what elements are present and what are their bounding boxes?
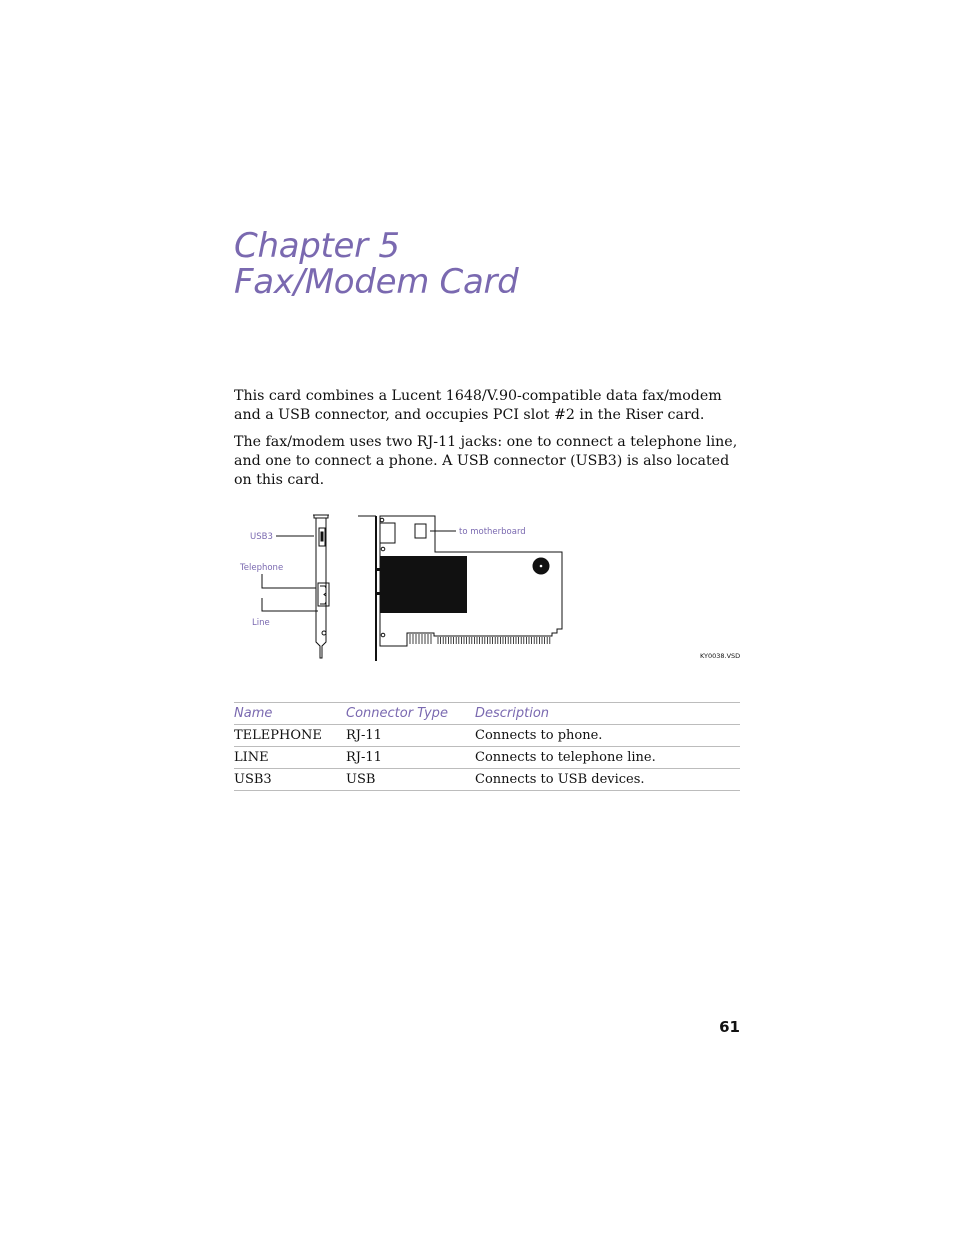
table-header-row	[234, 703, 740, 725]
header-description: Description	[475, 703, 740, 725]
table-row	[234, 769, 740, 791]
intro-paragraph: This card combines a Lucent 1648/V.90-compatible data fax/modem and a USB connector, and occupies PCI slot #2 in the Riser card.	[234, 388, 722, 423]
cell-connector-type: RJ-11	[346, 725, 475, 747]
modem-card-diagram	[234, 510, 744, 670]
chapter-title: Fax/Modem Card	[234, 262, 519, 302]
figure-filename: KY0038.VSD	[700, 652, 741, 660]
cell-connector-type: USB	[346, 769, 475, 791]
cell-name: TELEPHONE	[234, 725, 346, 747]
cell-description: Connects to USB devices.	[475, 769, 740, 791]
jacks-paragraph: The fax/modem uses two RJ-11 jacks: one to connect a telephone line, and one to connect a phone. A USB connector (USB3) is also located on this card.	[234, 434, 738, 488]
table-row	[234, 725, 740, 747]
chapter-heading	[234, 228, 518, 300]
to-motherboard-label: to motherboard	[459, 527, 526, 537]
cell-description: Connects to telephone line.	[475, 747, 740, 769]
cell-connector-type: RJ-11	[346, 747, 475, 769]
cell-description: Connects to phone.	[475, 725, 740, 747]
card-edge	[358, 516, 376, 661]
table-row	[234, 747, 740, 769]
card-bracket	[313, 515, 329, 658]
line-label: Line	[252, 618, 270, 628]
cell-name: LINE	[234, 747, 346, 769]
usb3-label: USB3	[250, 532, 273, 542]
modem-chip	[380, 556, 467, 613]
header-name: Name	[234, 703, 346, 725]
page-number: 61	[719, 1018, 740, 1036]
connector-table	[234, 702, 740, 791]
telephone-label: Telephone	[240, 563, 284, 573]
header-connector-type: Connector Type	[346, 703, 475, 725]
cell-name: USB3	[234, 769, 346, 791]
chapter-number: Chapter 5	[234, 226, 400, 266]
